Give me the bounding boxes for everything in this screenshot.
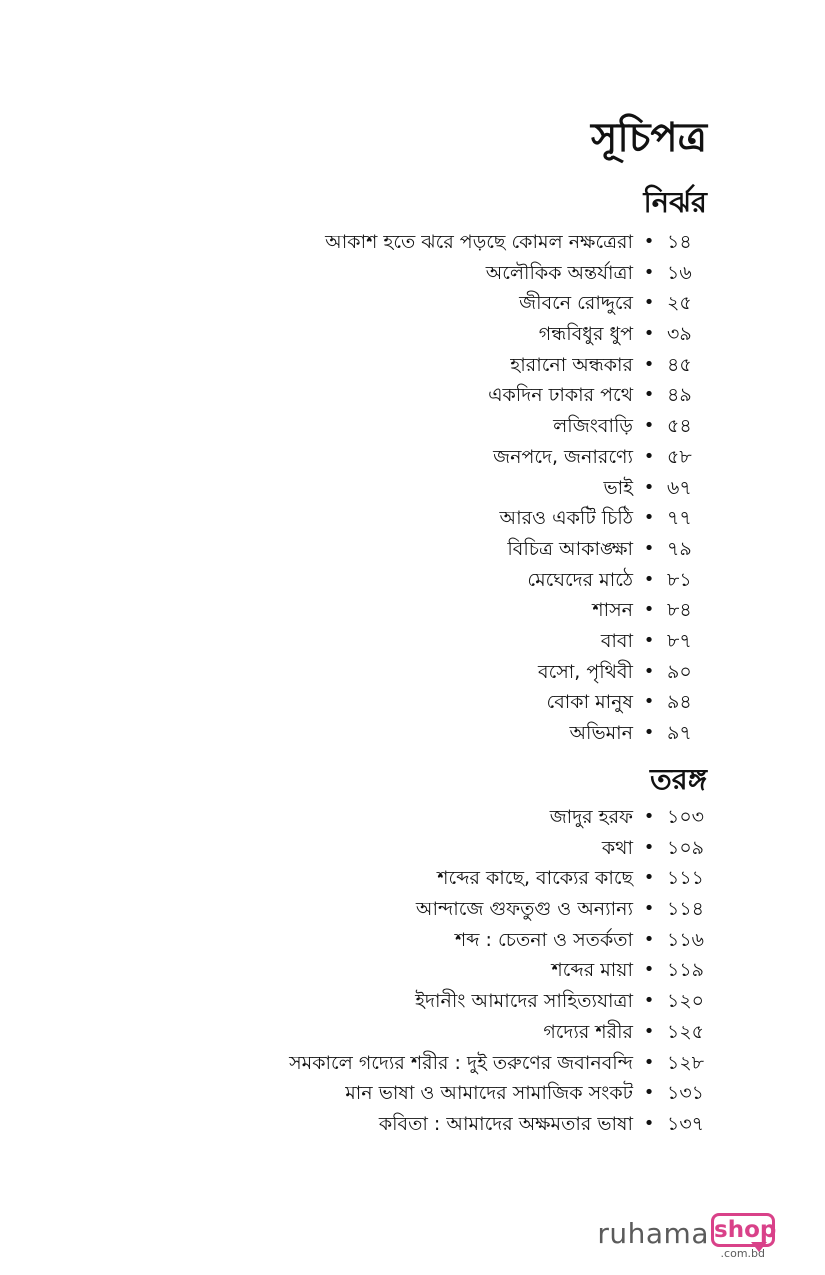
toc-entry [325,442,703,473]
toc-entry-title: শব্দ : চেতনা ও সতর্কতা [454,928,633,951]
toc-entry [325,657,703,688]
bullet-icon: • [643,898,655,920]
bullet-icon: • [643,959,655,981]
toc-entry [325,288,703,319]
toc-entry-page: ৭৭ [667,507,692,530]
toc-entry [325,687,703,718]
toc-entry-title: আকাশ হতে ঝরে পড়ছে কোমল নক্ষত্রেরা [325,231,633,253]
toc-entry-title: একদিন ঢাকার পথে [488,384,633,407]
toc-entry-title: বিচিত্র আকাঙ্ক্ষা [507,537,633,560]
toc-entry-page: ২৫ [667,292,692,315]
toc-entry [289,1048,703,1079]
toc-entry-title: কথা [601,836,633,859]
toc-entry-title: মেঘেদের মাঠে [527,568,633,591]
toc-entry-title: শাসন [592,599,633,622]
bullet-icon: • [643,867,655,889]
toc-entry-page: ৪৯ [667,384,692,407]
toc-entry-page: ১১৯ [667,959,704,982]
toc-entry-title: লজিংবাড়ি [553,415,633,438]
toc-entry-page: ১৬ [667,261,692,284]
toc-entry [325,380,703,411]
bullet-icon: • [643,476,655,498]
section-title-nirjhor: নির্ঝর [643,185,707,219]
section-title-torongo: তরঙ্গ [650,762,707,796]
toc-entry-page: ৮১ [667,568,692,591]
toc-entry-page: ৯০ [667,660,692,683]
toc-entry-title: কবিতা : আমাদের অক্ষমতার ভাষা [378,1112,633,1135]
toc-entry [325,626,703,657]
bullet-icon: • [643,384,655,406]
toc-entry [289,925,703,956]
toc-entry-page: ১৩১ [667,1082,705,1105]
toc-entry-page: ৬৭ [667,476,692,499]
toc-entry-page: ১১৪ [667,898,704,921]
toc-entry-title: শব্দের কাছে, বাক্যের কাছে [437,867,633,890]
toc-entry [325,258,703,289]
bullet-icon: • [643,415,655,437]
bullet-icon: • [643,323,655,345]
bullet-icon: • [643,1112,655,1134]
toc-entry-page: ৫৮ [667,445,692,468]
toc-entry [289,894,703,925]
toc-entry-title: গদ্যের শরীর [543,1020,633,1043]
toc-entry-page: ১১১ [667,867,704,890]
toc-entry-page: ১০৩ [667,806,705,828]
toc-entry [325,319,703,350]
toc-entry [289,955,703,986]
toc-entry [289,1109,703,1140]
bullet-icon: • [643,599,655,621]
toc-entry-page: ১৩৭ [667,1112,705,1135]
toc-entry-title: গন্ধবিধুর ধুপ [538,323,633,346]
toc-entry [325,503,703,534]
bullet-icon: • [643,629,655,651]
toc-entry-title: হারানো অন্ধকার [510,353,633,376]
bullet-icon: • [643,691,655,713]
toc-entry [289,833,703,864]
toc-entry [325,411,703,442]
toc-entry-page: ৫৪ [667,415,692,438]
bullet-icon: • [643,231,655,252]
toc-entry-page: ৩৯ [667,323,692,346]
toc-entry-page: ৭৯ [667,537,692,560]
brand-box: shop [711,1213,775,1247]
bullet-icon: • [643,445,655,467]
toc-entry-page: ১২৮ [667,1051,705,1074]
bullet-icon: • [643,537,655,559]
toc-entry-page: ৮৪ [667,599,692,622]
toc-entry-page: ১১৬ [667,928,705,951]
toc-entry-page: ৪৫ [667,353,692,376]
toc-entry [325,534,703,565]
bullet-icon: • [643,1082,655,1104]
toc-entry [325,718,703,749]
toc-list-nirjhor [325,227,703,749]
toc-entry-title: মান ভাষা ও আমাদের সামাজিক সংকট [345,1082,633,1105]
toc-entry-title: বাবা [600,629,633,652]
toc-entry-page: ১৪ [667,231,692,253]
bullet-icon: • [643,353,655,375]
brand-sub: .com.bd [720,1247,765,1260]
toc-entry [289,1017,703,1048]
toc-list-torongo [289,802,703,1140]
toc-entry-title: জনপদে, জনারণ্যে [493,445,633,468]
ruhamashop-logo [595,1213,775,1261]
bullet-icon: • [643,507,655,529]
toc-entry-title: আরও একটি চিঠি [499,507,633,530]
toc-entry-page: ৯৪ [667,691,692,714]
bullet-icon: • [643,261,655,283]
bullet-icon: • [643,990,655,1012]
bullet-icon: • [643,568,655,590]
brand-name: ruhama [597,1217,709,1250]
toc-entry [289,986,703,1017]
toc-entry-page: ৯৭ [667,722,692,744]
toc-entry-title: বসো, পৃথিবী [538,660,633,683]
toc-entry-title: ভাই [603,476,633,499]
bullet-icon: • [643,928,655,950]
toc-entry-title: আন্দাজে গুফতুগু ও অন্যান্য [415,898,633,921]
page-title: সূচিপত্র [591,115,707,161]
toc-entry [325,350,703,381]
toc-entry-page: ৮৭ [667,629,692,652]
toc-entry-title: জীবনে রোদ্দুরে [519,292,633,315]
toc-entry-title: অভিমান [569,722,633,744]
bullet-icon: • [643,806,655,827]
toc-entry [289,863,703,894]
toc-entry-page: ১২০ [667,990,705,1013]
toc-entry-title: সমকালে গদ্যের শরীর : দুই তরুণের জবানবন্দি [289,1051,633,1074]
bullet-icon: • [643,1051,655,1073]
toc-entry-title: শব্দের মায়া [551,959,633,982]
toc-entry [325,595,703,626]
bullet-icon: • [643,660,655,682]
toc-entry-title: জাদুর হরফ [549,806,633,828]
bullet-icon: • [643,836,655,858]
toc-entry [289,1078,703,1109]
bullet-icon: • [643,1020,655,1042]
toc-entry-page: ১২৫ [667,1020,705,1043]
bullet-icon: • [643,292,655,314]
toc-entry-page: ১০৯ [667,836,705,859]
bullet-icon: • [643,722,655,743]
toc-entry [325,565,703,596]
toc-entry [325,473,703,504]
toc-entry [325,227,703,258]
toc-entry [289,802,703,833]
toc-entry-title: বোকা মানুষ [546,691,633,714]
toc-entry-title: ইদানীং আমাদের সাহিত্যযাত্রা [415,990,633,1013]
toc-entry-title: অলৌকিক অন্তর্যাত্রা [485,261,633,284]
